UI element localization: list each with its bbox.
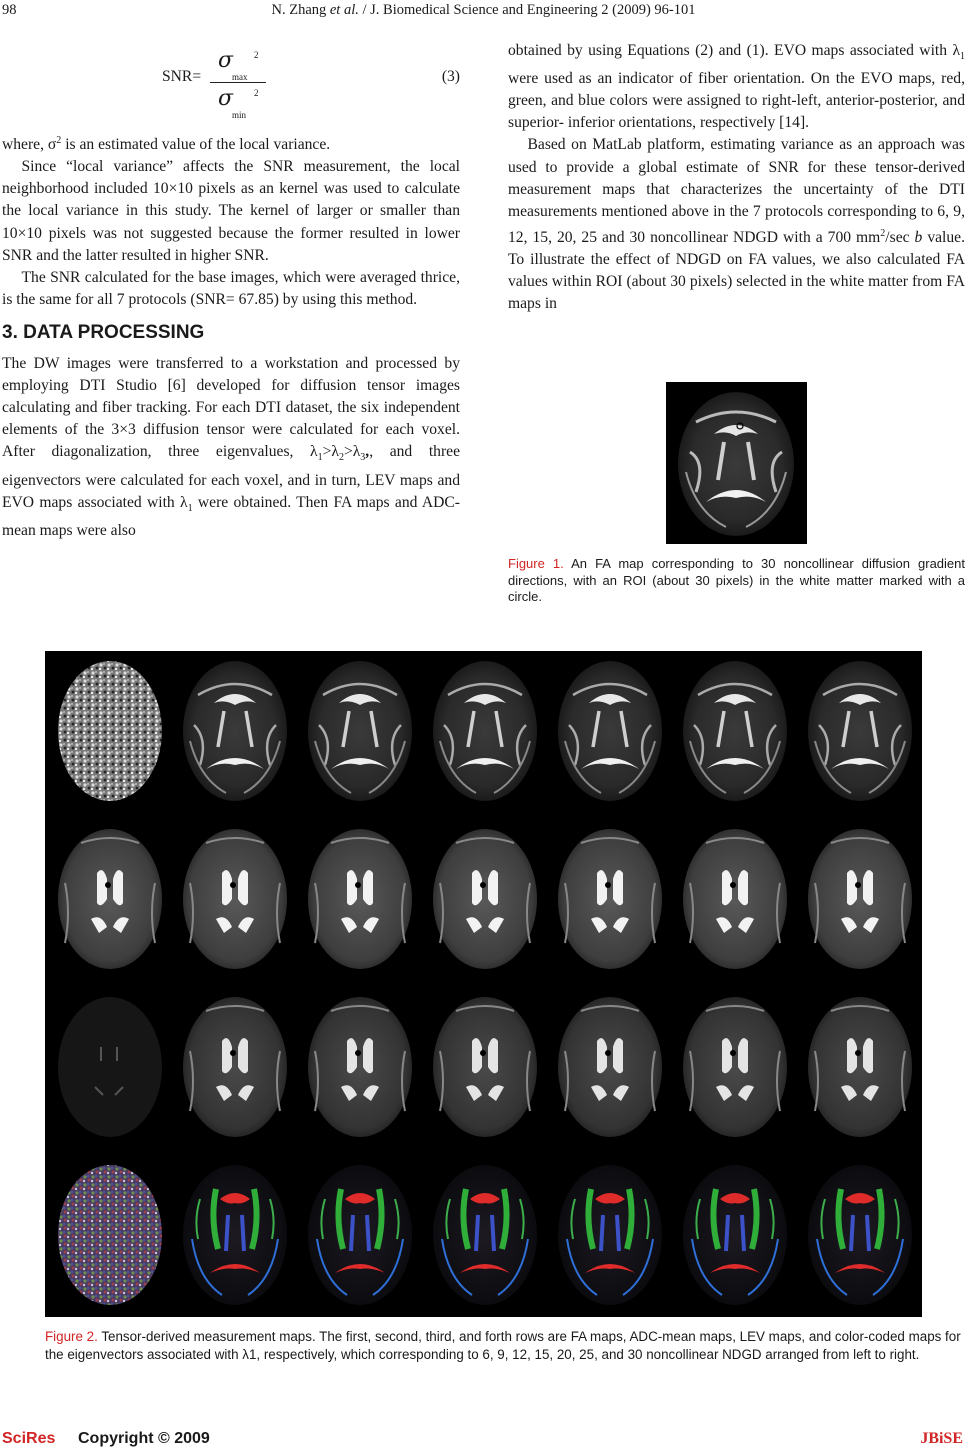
brain-slice-image (551, 655, 669, 807)
left-column (2, 40, 460, 542)
brain-slice-image (301, 991, 419, 1143)
fa-map-image (666, 382, 807, 544)
dp-text-b-bold: , (365, 443, 370, 461)
where-prefix: where, σ (2, 136, 57, 154)
brain-slice-image (426, 823, 544, 975)
matlab-text-c: value. To illustrate the effect of NDGD on FA values, we also calculated FA values within ROI (about 30 pixels) selected in the white matter from FA maps in (508, 229, 965, 313)
dp-gt-1: >λ (322, 443, 339, 461)
fa-map-ndgd-30 (801, 655, 919, 807)
evo-map-ndgd-30 (801, 1159, 919, 1311)
adc-map-ndgd-20 (551, 823, 669, 975)
map-row-evo (45, 1155, 922, 1315)
brain-slice-image (176, 1159, 294, 1311)
paragraph-data-processing (2, 353, 460, 542)
brain-slice-image (676, 655, 794, 807)
lev-map-ndgd-9 (176, 991, 294, 1143)
where-sup: 2 (56, 135, 62, 146)
fa-map-ndgd-6 (51, 655, 169, 807)
sigma-top: σ (218, 48, 234, 73)
evo-text-b: were used as an indicator of fiber orientation. On the EVO maps, red, green, and blue colors were assigned to right-left, anterior-posterior, and superior- inferior orientations, respectively [14]. (508, 70, 965, 132)
lev-map-ndgd-15 (426, 991, 544, 1143)
brain-slice-image (176, 655, 294, 807)
page-footer (0, 1430, 967, 1452)
brain-slice-image (551, 991, 669, 1143)
figure-2-label: Figure 2. (45, 1329, 98, 1344)
brain-slice-image (551, 823, 669, 975)
brain-slice-image (51, 991, 169, 1143)
dp-gt-2: >λ (343, 443, 361, 461)
brain-slice-image (426, 991, 544, 1143)
footer-copyright: Copyright © 2009 (78, 1430, 210, 1447)
running-head (0, 2, 967, 19)
figure-1-label: Figure 1. (508, 556, 564, 571)
paragraph-snr-base: The SNR calculated for the base images, which were averaged thrice, is the same for all 7 protocols (SNR= 67.85) by using this method. (2, 268, 460, 308)
section-title: 3. DATA PROCESSING (2, 321, 205, 343)
brain-slice-image (301, 823, 419, 975)
adc-map-ndgd-9 (176, 823, 294, 975)
brain-slice-image (51, 823, 169, 975)
equation-exponent-top: 2 (254, 50, 259, 60)
matlab-text-a: Based on MatLab platform, estimating variance as an approach was used to provide a global estimate of SNR for these tensor-derived measurement maps that characterizes the uncertainty of the DTI measurements mentioned above in the 7 protocols corresponding to 6, 9, 12, 15, 20, 25 and 30 noncollinear NDGD with a 700 mm (508, 136, 965, 247)
sigma-bottom: σ (218, 86, 234, 111)
evo-map-ndgd-20 (551, 1159, 669, 1311)
dp-text-b: , and three eigenvectors were calculated for each voxel, and in turn, LEV maps and EVO maps associated with λ (2, 443, 460, 511)
brain-slice-image (676, 991, 794, 1143)
brain-slice-image (676, 823, 794, 975)
adc-map-ndgd-6 (51, 823, 169, 975)
fa-map-ndgd-9 (176, 655, 294, 807)
brain-slice-image (801, 655, 919, 807)
brain-slice-image (676, 1159, 794, 1311)
map-row-lev (45, 987, 922, 1147)
matlab-b-italic: b (914, 229, 923, 247)
matlab-text-b: /sec (885, 229, 915, 247)
brain-slice-image (176, 991, 294, 1143)
dp-sub-4: 1 (187, 502, 193, 514)
map-row-fa (45, 651, 922, 811)
lev-map-ndgd-25 (676, 991, 794, 1143)
dp-sub-3: 3 (360, 452, 366, 464)
map-row-adc (45, 819, 922, 979)
figure-1-fa-map (666, 382, 807, 544)
paragraph-matlab (508, 134, 965, 315)
brain-slice-image (801, 1159, 919, 1311)
paragraph-local-variance: Since “local variance” affects the SNR measurement, the local neighborhood included 10×10 pixels as an kernel was used to calculate the local variance in this study. The kernel of larger or smaller than 10×10 pixels was not suggested because the former resulted in lower SNR and the latter resulted in higher SNR. (2, 158, 460, 264)
adc-map-ndgd-12 (301, 823, 419, 975)
equation-number: (3) (441, 68, 460, 85)
brain-slice-image (176, 823, 294, 975)
brain-slice-image (51, 1159, 169, 1311)
brain-slice-image (301, 655, 419, 807)
figure-2-caption-text: Tensor-derived measurement maps. The first, second, third, and forth rows are FA maps, ADC-mean maps, LEV maps, and color-coded maps for the eigenvectors associated with λ1, respectively, which corresponding to 6, 9, 12, 15, 20, 25, and 30 noncollinear NDGD arranged from left to right. (45, 1329, 961, 1362)
lev-map-ndgd-6 (51, 991, 169, 1143)
brain-slice-image (551, 1159, 669, 1311)
figure-2-caption (45, 1328, 965, 1363)
fa-map-ndgd-20 (551, 655, 669, 807)
brain-slice-image (801, 991, 919, 1143)
evo-map-ndgd-15 (426, 1159, 544, 1311)
running-header (0, 2, 967, 24)
running-head-journal: / J. Biomedical Science and Engineering 2 (2009) 96-101 (358, 2, 696, 18)
lev-map-ndgd-12 (301, 991, 419, 1143)
page-number: 98 (2, 2, 17, 18)
running-head-etal: et al. (329, 2, 359, 18)
matlab-sup: 2 (880, 227, 886, 239)
figure-1-caption-text: An FA map corresponding to 30 noncollinear diffusion gradient directions, with an ROI (about 30 pixels) in the white matter marked with a circle. (508, 556, 965, 604)
fa-map-ndgd-15 (426, 655, 544, 807)
figure-1-caption (508, 556, 965, 606)
adc-map-ndgd-30 (801, 823, 919, 975)
where-line (2, 130, 460, 156)
brain-slice-image (801, 823, 919, 975)
dp-sub-1: 1 (317, 452, 323, 464)
evo-map-ndgd-6 (51, 1159, 169, 1311)
fa-map-ndgd-25 (676, 655, 794, 807)
where-suffix: is an estimated value of the local variance. (61, 136, 331, 154)
lev-map-ndgd-30 (801, 991, 919, 1143)
dp-text-c: were obtained. Then FA maps and ADC-mean maps were also (2, 493, 460, 539)
figure-2-maps-grid (45, 651, 922, 1317)
equation-sub-min: min (232, 110, 247, 120)
evo-map-ndgd-9 (176, 1159, 294, 1311)
dp-text-a: The DW images were transferred to a workstation and processed by employing DTI Studio [6] developed for diffusion tensor images calculating and fiber tracking. For each DTI dataset, the six independent elements of the 3×3 diffusion tensor were calculated for each voxel. After diagonalization, three eigenvalues, λ (2, 354, 460, 461)
equation-exponent-bottom: 2 (254, 88, 259, 98)
dp-sub-2: 2 (338, 452, 344, 464)
fa-map-ndgd-12 (301, 655, 419, 807)
adc-map-ndgd-25 (676, 823, 794, 975)
right-column (508, 40, 965, 315)
equation-3 (2, 40, 460, 122)
paragraph-evo (508, 40, 965, 134)
lev-map-ndgd-20 (551, 991, 669, 1143)
footer-journal: JBiSE (920, 1430, 963, 1447)
brain-slice-image (51, 655, 169, 807)
evo-text-a: obtained by using Equations (2) and (1). EVO maps associated with λ (508, 42, 960, 59)
brain-slice-image (301, 1159, 419, 1311)
equation-sub-max: max (232, 72, 248, 82)
equation-lhs: SNR= (162, 68, 202, 85)
footer-brand: SciRes (2, 1430, 56, 1447)
brain-slice-image (426, 655, 544, 807)
running-head-authors: N. Zhang (271, 2, 330, 18)
evo-sub-1: 1 (960, 51, 965, 63)
adc-map-ndgd-15 (426, 823, 544, 975)
evo-map-ndgd-25 (676, 1159, 794, 1311)
evo-map-ndgd-12 (301, 1159, 419, 1311)
brain-slice-image (426, 1159, 544, 1311)
